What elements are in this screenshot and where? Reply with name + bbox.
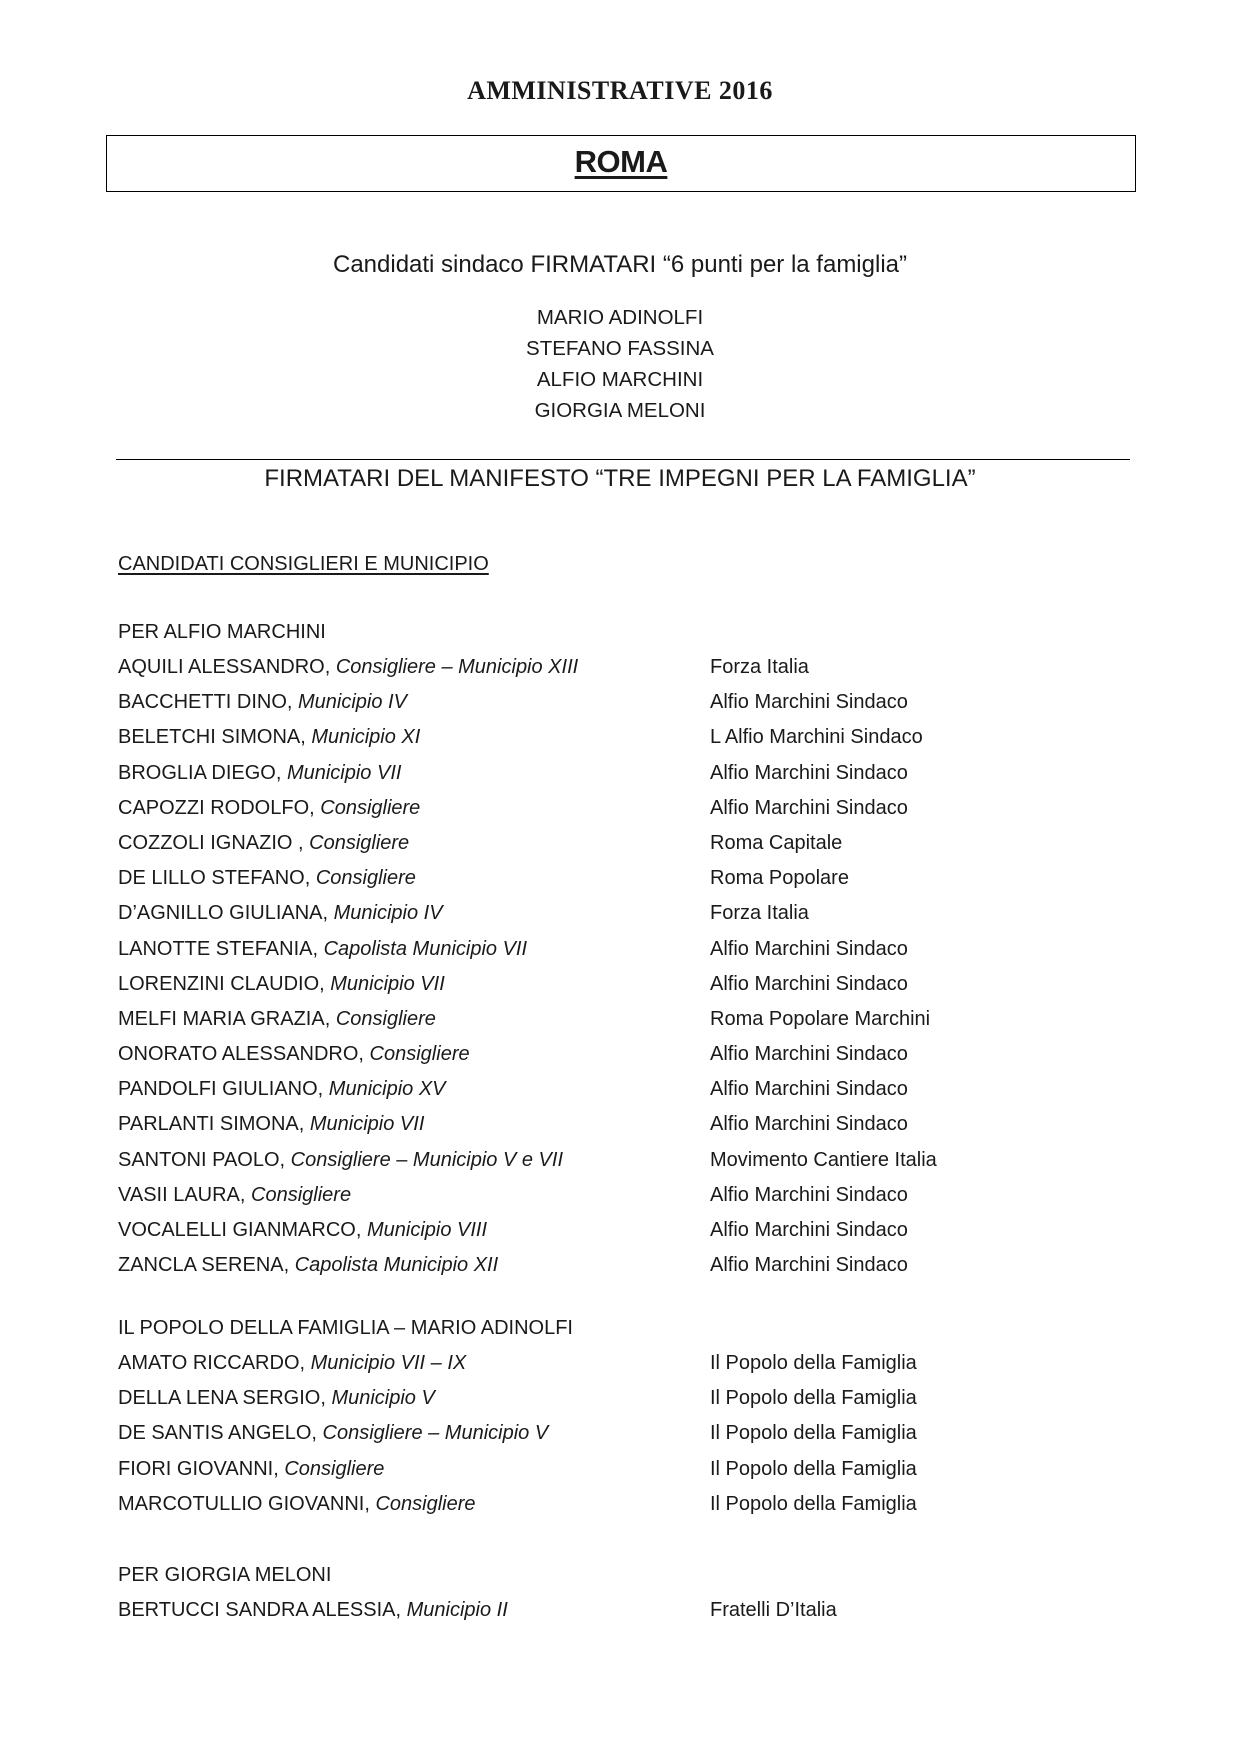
candidate-name: BACCHETTI DINO, (118, 691, 299, 714)
candidate-group (118, 1310, 1018, 1522)
candidate-party: Roma Popolare (710, 867, 849, 890)
candidate-party: Alfio Marchini Sindaco (710, 796, 908, 819)
candidate-name-role (118, 1416, 548, 1451)
candidate-row (118, 685, 1018, 720)
candidate-party: Alfio Marchini Sindaco (710, 1183, 908, 1206)
candidate-role: Municipio VIII (366, 1219, 488, 1241)
candidate-name-role (118, 1002, 436, 1037)
candidate-name: CAPOZZI RODOLFO, (118, 796, 321, 819)
candidate-name: MARCOTULLIO GIOVANNI, (118, 1492, 376, 1515)
candidate-name-role (118, 720, 420, 755)
candidate-role: Municipio VII (309, 1113, 425, 1136)
candidate-name: MELFI MARIA GRAZIA, (118, 1007, 336, 1030)
candidate-party: Fratelli D’Italia (710, 1599, 837, 1621)
candidate-row (118, 1072, 1018, 1107)
candidate-name: DE LILLO STEFANO, (118, 867, 316, 890)
candidate-row (118, 1487, 1018, 1522)
candidate-name-role (118, 1248, 498, 1283)
candidate-row (118, 720, 1018, 755)
city-box (106, 135, 1136, 192)
candidate-name-role (118, 1213, 487, 1248)
candidate-row (118, 1416, 1018, 1451)
mayor-name: GIORGIA MELONI (534, 399, 706, 422)
candidate-name: AQUILI ALESSANDRO, (118, 656, 336, 678)
candidate-party: Alfio Marchini Sindaco (710, 1113, 908, 1136)
candidate-party: Il Popolo della Famiglia (710, 1422, 917, 1445)
candidate-party: Il Popolo della Famiglia (710, 1457, 917, 1480)
candidate-row (118, 650, 1018, 685)
candidate-row (118, 1593, 1018, 1628)
mayor-name: MARIO ADINOLFI (536, 306, 704, 329)
candidate-row (118, 1002, 1018, 1037)
candidate-row (118, 861, 1018, 896)
group-title: PER GIORGIA MELONI (118, 1564, 332, 1586)
mayor-name: STEFANO FASSINA (526, 337, 714, 360)
candidate-party: Alfio Marchini Sindaco (710, 972, 908, 995)
candidate-role: Consigliere (375, 1492, 476, 1515)
candidate-name: VOCALELLI GIANMARCO, (118, 1219, 367, 1241)
candidate-party: Movimento Cantiere Italia (710, 1148, 937, 1171)
candidate-name: AMATO RICCARDO, (118, 1352, 311, 1374)
candidate-role: Municipio VII (330, 972, 445, 995)
candidate-row (118, 1213, 1018, 1248)
candidate-name: ONORATO ALESSANDRO, (118, 1043, 370, 1066)
candidate-name: D’AGNILLO GIULIANA, (118, 902, 334, 925)
candidate-role: Municipio II (406, 1599, 508, 1621)
mayor-candidates-title: Candidati sindaco FIRMATARI “6 punti per la famiglia” (332, 251, 907, 278)
candidate-party: Alfio Marchini Sindaco (710, 1254, 908, 1277)
candidate-name: LORENZINI CLAUDIO, (118, 972, 331, 995)
candidate-name: LANOTTE STEFANIA, (118, 937, 324, 960)
candidate-role: Consigliere – Municipio XIII (335, 656, 579, 678)
candidate-party: Roma Capitale (710, 831, 843, 854)
candidate-role: Consigliere – Municipio V (322, 1422, 549, 1445)
candidate-group (118, 1557, 1018, 1628)
section-heading: CANDIDATI CONSIGLIERI E MUNICIPIO (118, 553, 489, 575)
candidate-row (118, 1248, 1018, 1283)
candidate-role: Capolista Municipio VII (323, 937, 528, 960)
candidate-party: Forza Italia (710, 656, 809, 678)
candidate-role: Municipio VII – IX (310, 1352, 467, 1374)
candidate-name-role (118, 756, 401, 791)
candidate-name: DELLA LENA SERGIO, (118, 1387, 332, 1410)
candidate-row (118, 967, 1018, 1002)
candidate-role: Consigliere (369, 1043, 470, 1066)
candidate-row (118, 1381, 1018, 1416)
candidate-row (118, 1178, 1018, 1213)
candidate-party: Forza Italia (710, 902, 809, 925)
candidate-name-role (118, 1346, 466, 1381)
candidate-list (118, 650, 1018, 1283)
candidate-name-role (118, 932, 527, 967)
candidate-list (118, 1593, 1018, 1628)
document-title: AMMINISTRATIVE 2016 (467, 76, 773, 105)
candidate-name-role (118, 967, 445, 1002)
candidate-name-role (118, 1487, 476, 1522)
candidate-role: Consigliere (284, 1457, 385, 1480)
candidate-role: Consigliere (315, 867, 416, 890)
candidate-name: COZZOLI IGNAZIO , (118, 831, 310, 854)
candidate-role: Municipio VII (286, 761, 402, 784)
candidate-name-role (118, 1072, 446, 1107)
candidate-party: Alfio Marchini Sindaco (710, 1078, 908, 1101)
mayor-candidates-list (0, 302, 1240, 426)
candidate-role: Consigliere (309, 831, 410, 854)
candidate-row (118, 826, 1018, 861)
candidate-row (118, 1037, 1018, 1072)
candidate-group (118, 614, 1018, 1283)
candidate-role: Consigliere – Municipio V e VII (290, 1148, 563, 1171)
candidate-party: Roma Popolare Marchini (710, 1007, 931, 1030)
candidate-name-role (118, 1037, 470, 1072)
candidate-party: Il Popolo della Famiglia (710, 1387, 917, 1410)
candidate-name: PARLANTI SIMONA, (118, 1113, 310, 1136)
candidate-row (118, 1346, 1018, 1381)
candidate-name: SANTONI PAOLO, (118, 1148, 291, 1171)
candidate-name-role (118, 826, 409, 861)
candidate-party: Alfio Marchini Sindaco (710, 1219, 908, 1241)
candidate-role: Municipio V (331, 1387, 435, 1410)
candidate-party: Alfio Marchini Sindaco (710, 691, 908, 714)
candidate-name: PANDOLFI GIULIANO, (118, 1078, 329, 1101)
candidate-party: L Alfio Marchini Sindaco (710, 726, 923, 749)
candidate-name-role (118, 1593, 508, 1628)
candidate-name-role (118, 1107, 424, 1142)
candidate-row (118, 1452, 1018, 1487)
candidate-row (118, 896, 1018, 931)
candidate-role: Consigliere (335, 1007, 436, 1030)
candidate-list (118, 1346, 1018, 1522)
candidate-name-role (118, 896, 443, 931)
candidate-role: Municipio IV (298, 691, 407, 714)
candidate-role: Municipio XV (328, 1078, 446, 1101)
candidate-row (118, 1143, 1018, 1178)
candidate-name-role (118, 861, 416, 896)
candidate-role: Capolista Municipio XII (294, 1254, 499, 1277)
candidate-name: DE SANTIS ANGELO, (118, 1422, 323, 1445)
candidate-name-role (118, 791, 420, 826)
candidate-party: Alfio Marchini Sindaco (710, 1043, 908, 1066)
candidate-party: Il Popolo della Famiglia (710, 1492, 917, 1515)
candidate-role: Consigliere (251, 1183, 352, 1206)
candidate-party: Alfio Marchini Sindaco (710, 937, 908, 960)
candidate-name: VASII LAURA, (118, 1183, 252, 1206)
group-title: PER ALFIO MARCHINI (118, 621, 326, 643)
candidate-party: Il Popolo della Famiglia (710, 1352, 917, 1374)
candidate-row (118, 756, 1018, 791)
city-name: ROMA (574, 144, 668, 179)
candidate-name: ZANCLA SERENA, (118, 1254, 295, 1277)
group-title: IL POPOLO DELLA FAMIGLIA – MARIO ADINOLFI (118, 1317, 573, 1339)
candidate-name-role (118, 685, 407, 720)
manifesto-title: FIRMATARI DEL MANIFESTO “TRE IMPEGNI PER LA FAMIGLIA” (264, 465, 976, 492)
candidate-party: Alfio Marchini Sindaco (710, 761, 908, 784)
candidate-name: BERTUCCI SANDRA ALESSIA, (118, 1599, 407, 1621)
mayor-name: ALFIO MARCHINI (536, 368, 704, 391)
candidate-name-role (118, 650, 578, 685)
candidate-name: BELETCHI SIMONA, (118, 726, 312, 749)
candidate-name: BROGLIA DIEGO, (118, 761, 287, 784)
horizontal-divider (116, 459, 1130, 460)
candidate-role: Municipio XI (311, 726, 421, 749)
candidate-name-role (118, 1381, 435, 1416)
candidate-row (118, 1107, 1018, 1142)
candidate-role: Consigliere (320, 796, 421, 819)
candidate-role: Municipio IV (333, 902, 443, 925)
candidate-name: FIORI GIOVANNI, (118, 1457, 285, 1480)
candidate-row (118, 791, 1018, 826)
candidate-row (118, 932, 1018, 967)
candidate-name-role (118, 1452, 384, 1487)
candidate-name-role (118, 1143, 563, 1178)
candidate-name-role (118, 1178, 351, 1213)
